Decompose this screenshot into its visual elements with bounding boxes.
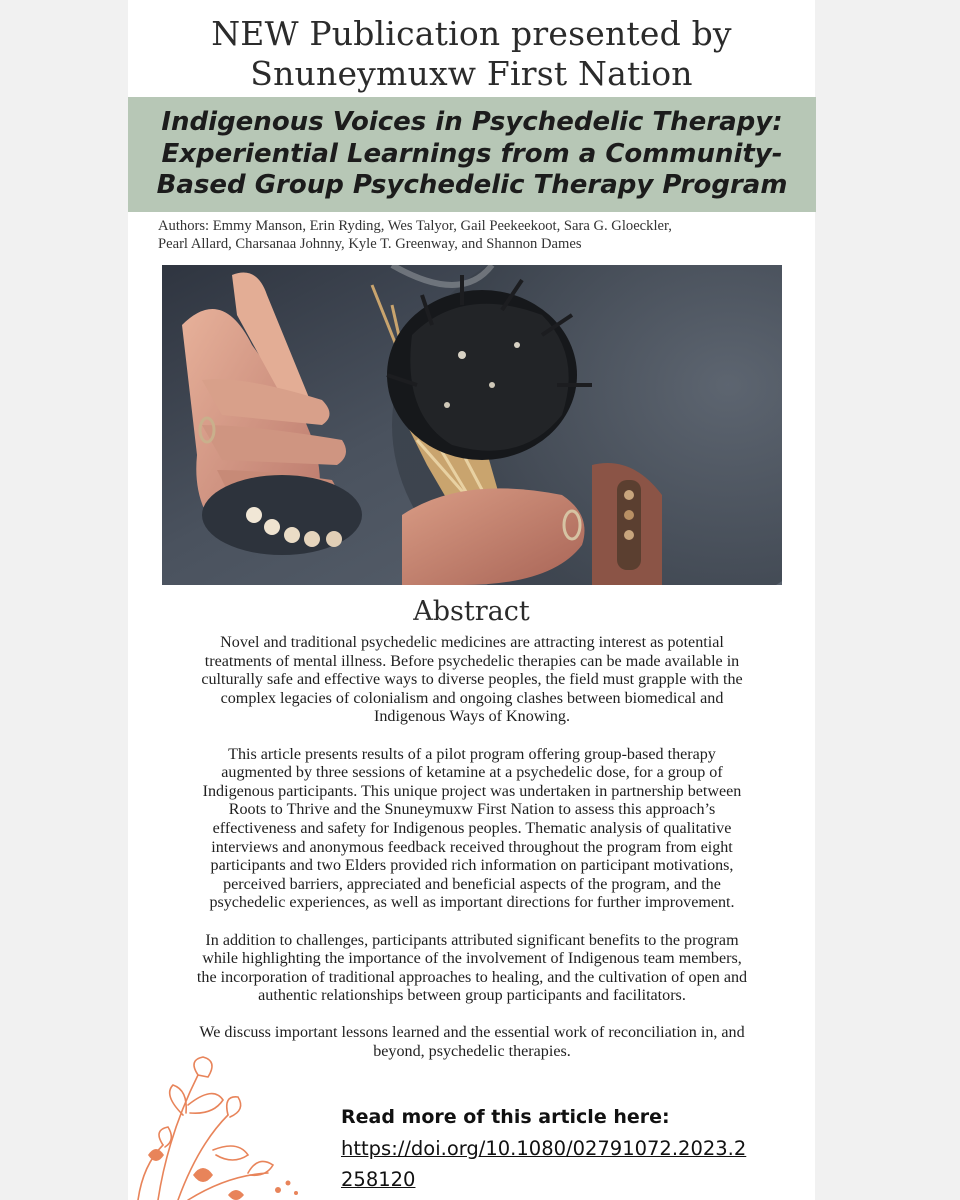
abstract-line: authentic relationships between group participants and facilitators.: [258, 987, 686, 1005]
article-title-line: Indigenous Voices in Psychedelic Therapy:: [161, 107, 783, 138]
abstract-line: the incorporation of traditional approaches to healing, and the cultivation of open and: [196, 968, 748, 986]
abstract-line: Roots to Thrive and the Snuneymuxw First Nation to assess this approach’s: [228, 801, 716, 819]
abstract-line: effectiveness and safety for Indigenous peoples. Thematic analysis of qualitative: [212, 819, 732, 837]
abstract-line: interviews and anonymous feedback received throughout the program from eight: [211, 838, 733, 856]
abstract-line: while highlighting the importance of the involvement of Indigenous team members,: [202, 950, 742, 968]
publication-flyer: [128, 0, 815, 1200]
abstract-line: participants and two Elders provided rich information on participant motivations,: [210, 857, 734, 875]
abstract-paragraph: [142, 746, 802, 913]
abstract-line: Novel and traditional psychedelic medicines are attracting interest as potential: [220, 634, 724, 651]
page-title-line: NEW Publication presented by: [211, 14, 732, 53]
authors-line: Authors: Emmy Manson, Erin Ryding, Wes Talyor, Gail Peekeekoot, Sara G. Gloeckler,: [158, 218, 672, 234]
right-margin: [815, 0, 960, 1200]
page-title: [128, 14, 815, 94]
abstract-line: psychedelic experiences, as well as important directions for further improvement.: [209, 894, 735, 912]
article-title-banner: [128, 97, 816, 212]
doi-link[interactable]: [341, 1133, 811, 1195]
doi-link-line[interactable]: https://doi.org/10.1080/02791072.2023.2: [341, 1137, 747, 1160]
abstract-body: [142, 634, 802, 1080]
abstract-line: perceived barriers, appreciated and beneficial aspects of the program, and the: [223, 875, 721, 893]
article-title-line: Experiential Learnings from a Community-: [161, 138, 783, 169]
abstract-paragraph: [142, 634, 802, 727]
abstract-line: augmented by three sessions of ketamine at a psychedelic dose, for a group of: [221, 764, 723, 782]
abstract-line: treatments of mental illness. Before psychedelic therapies can be made available in: [204, 652, 740, 670]
doi-link-line[interactable]: 258120: [341, 1168, 416, 1191]
floral-illustration: [128, 1055, 368, 1200]
abstract-line: We discuss important lessons learned and the essential work of reconciliation in, and: [199, 1024, 745, 1042]
abstract-line: This article presents results of a pilot program offering group-based therapy: [228, 745, 716, 763]
abstract-line: Indigenous participants. This unique project was undertaken in partnership between: [202, 782, 742, 800]
authors-list: [158, 217, 808, 253]
authors-line: Pearl Allard, Charsanaa Johnny, Kyle T. Greenway, and Shannon Dames: [158, 236, 582, 252]
page-title-line: Snuneymuxw First Nation: [250, 54, 693, 93]
read-more-label: Read more of this article here:: [341, 1106, 670, 1128]
hands-holding-herb-bundle-photo: [162, 265, 782, 585]
article-title: [142, 107, 802, 202]
left-margin: [0, 0, 128, 1200]
abstract-heading: Abstract: [413, 596, 530, 627]
abstract-line: Indigenous Ways of Knowing.: [374, 708, 570, 726]
abstract-line: In addition to challenges, participants attributed significant benefits to the program: [205, 931, 739, 949]
abstract-line: complex legacies of colonialism and ongoing clashes between biomedical and: [220, 689, 724, 707]
abstract-line: culturally safe and effective ways to diverse peoples, the field must grapple with the: [201, 671, 743, 689]
article-title-line: Based Group Psychedelic Therapy Program: [156, 170, 788, 201]
abstract-line: beyond, psychedelic therapies.: [373, 1043, 571, 1061]
abstract-paragraph: [142, 932, 802, 1006]
